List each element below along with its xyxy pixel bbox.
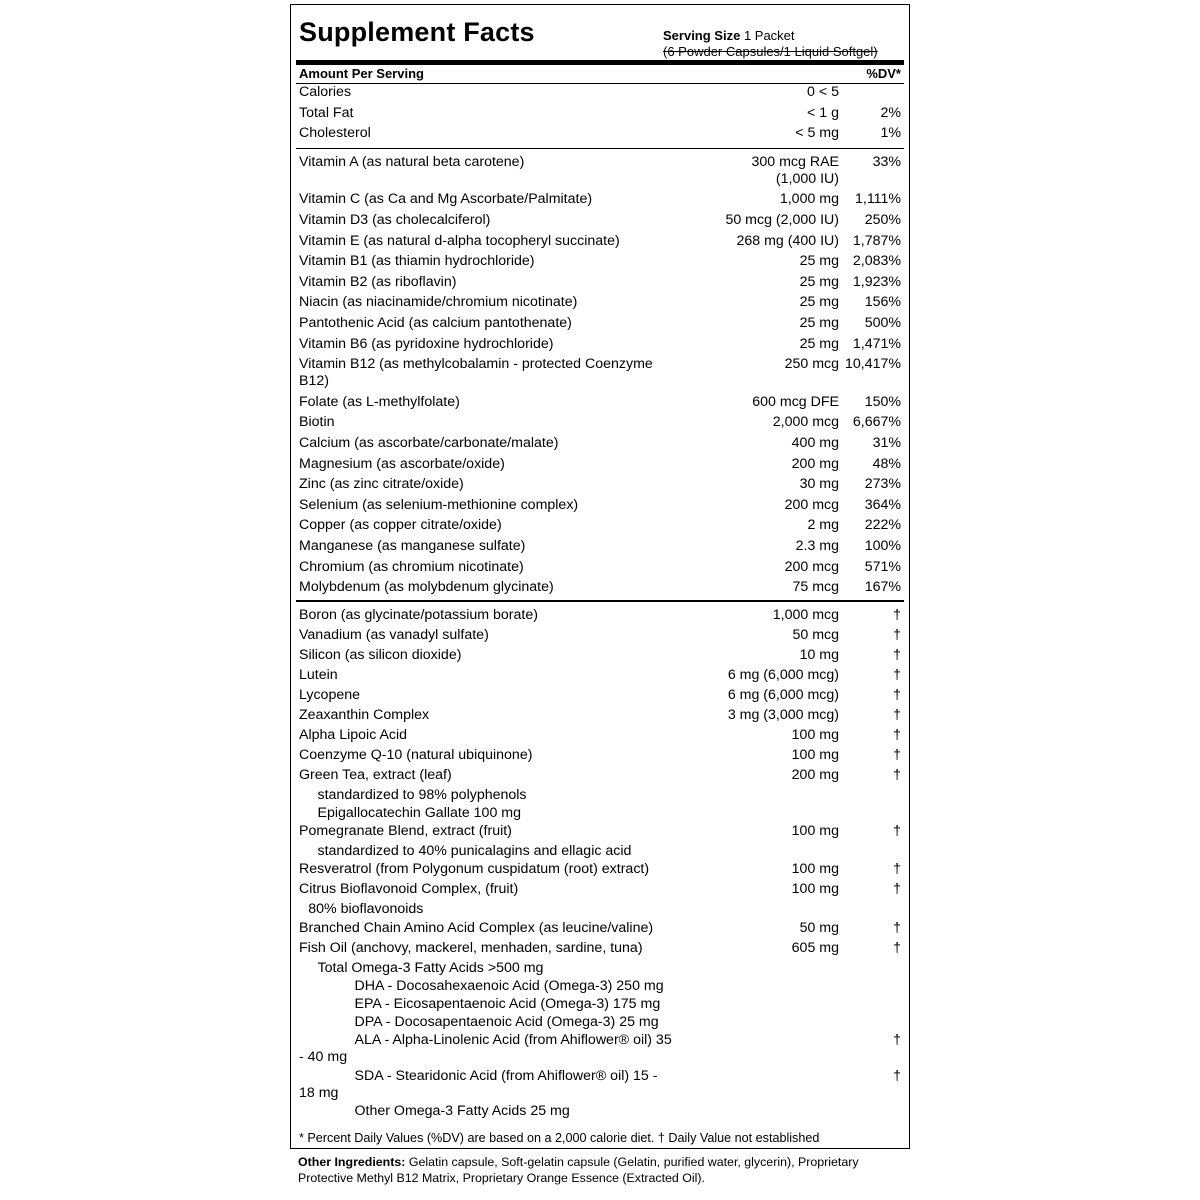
daily-value: 48% xyxy=(872,455,901,472)
nutrient-name: Cholesterol xyxy=(299,125,371,142)
nutrient-name: Magnesium (as ascorbate/oxide) xyxy=(299,455,505,472)
serving-size-value: 1 Packet xyxy=(743,28,795,43)
sub-ingredient-text-cont: 18 mg xyxy=(299,1084,339,1101)
nutrient-name: Coenzyme Q-10 (natural ubiquinone) xyxy=(299,746,533,763)
nutrient-name: Citrus Bioflavonoid Complex, (fruit) xyxy=(299,881,519,898)
nutrient-name: Boron (as glycinate/potassium borate) xyxy=(299,606,538,623)
daily-value: † xyxy=(893,1032,901,1049)
supplement-facts-panel xyxy=(290,4,910,1149)
nutrient-amount: 3 mg (3,000 mcg) xyxy=(727,706,839,723)
thin-rule-1 xyxy=(296,148,904,149)
nutrient-name: Vitamin E (as natural d-alpha tocopheryl succinate) xyxy=(299,232,620,249)
daily-value: 167% xyxy=(864,579,901,596)
nutrient-name: Niacin (as niacinamide/chromium nicotinate) xyxy=(299,294,578,311)
other-ingredients-text: Gelatin capsule, Soft-gelatin capsule (Gelatin, purified water, glycerin), Proprietary Protective Methyl B12 Matrix, Proprietary Orange Essence (Extracted Oil). xyxy=(298,1155,859,1185)
other-ingredients-label: Other Ingredients: xyxy=(298,1155,406,1169)
daily-value: 250% xyxy=(864,212,901,228)
daily-value: † xyxy=(893,746,901,763)
nutrient-name: Vitamin B1 (as thiamin hydrochloride) xyxy=(299,253,535,270)
nutrient-amount: 50 mg xyxy=(799,919,839,936)
nutrient-amount: 100 mg xyxy=(791,746,839,763)
nutrient-name: Green Tea, extract (leaf) xyxy=(299,766,452,783)
daily-value: 1,111% xyxy=(854,191,901,208)
amount-header xyxy=(299,66,901,82)
serving-size-label: Serving Size xyxy=(663,28,741,43)
nutrient-amount: < 5 mg xyxy=(795,125,839,142)
sub-ingredient-text: Epigallocatechin Gallate 100 mg xyxy=(317,805,521,821)
nutrient-name: Resveratrol (from Polygonum cuspidatum (root) extract) xyxy=(299,861,650,878)
nutrient-amount: 100 mg xyxy=(791,881,839,898)
nutrient-amount: 2.3 mg xyxy=(795,538,839,554)
nutrient-amount: 400 mg xyxy=(791,435,839,451)
daily-value: 31% xyxy=(872,435,901,451)
nutrient-name: Pomegranate Blend, extract (fruit) xyxy=(299,823,512,840)
nutrient-amount: 1,000 mcg xyxy=(772,606,839,623)
nutrient-amount: 200 mg xyxy=(791,455,839,472)
nutrient-name: Vitamin C (as Ca and Mg Ascorbate/Palmitate) xyxy=(299,191,593,208)
nutrient-amount: 268 mg (400 IU) xyxy=(736,232,839,249)
nutrient-name: Pantothenic Acid (as calcium pantothenate) xyxy=(299,315,572,331)
sub-ingredient-text: EPA - Eicosapentaenoic Acid (Omega-3) 175 mg xyxy=(354,996,661,1012)
nutrient-name: Biotin xyxy=(299,414,335,431)
daily-value: 273% xyxy=(864,476,901,493)
daily-value: 1% xyxy=(880,125,901,142)
thick-rule-2 xyxy=(296,600,904,602)
sub-ingredient-text: Other Omega-3 Fatty Acids 25 mg xyxy=(354,1102,570,1119)
nutrient-name-cont: B12) xyxy=(299,373,329,390)
nutrient-amount: 25 mg xyxy=(799,273,839,290)
daily-value: † xyxy=(893,726,901,743)
daily-value: † xyxy=(893,1067,901,1084)
nutrient-name: Molybdenum (as molybdenum glycinate) xyxy=(299,579,554,596)
sub-ingredient-text: Total Omega-3 Fatty Acids >500 mg xyxy=(317,959,544,976)
nutrient-name: Lutein xyxy=(299,666,338,683)
daily-value: † xyxy=(893,706,901,723)
sub-ingredient-text: DHA - Docosahexaenoic Acid (Omega-3) 250 mg xyxy=(354,977,664,994)
panel-title: Supplement Facts xyxy=(299,17,535,47)
daily-value: 6,667% xyxy=(852,414,901,431)
sub-ingredient-text: DPA - Docosapentaenoic Acid (Omega-3) 25 mg xyxy=(354,1014,659,1031)
nutrient-amount: 2,000 mcg xyxy=(772,414,839,431)
sub-ingredient-text: SDA - Stearidonic Acid (from Ahiflower® oil) 15 - xyxy=(354,1067,658,1084)
daily-value: 100% xyxy=(864,538,901,554)
serving-size xyxy=(663,28,878,60)
daily-value: † xyxy=(893,881,901,898)
nutrient-amount: 600 mcg DFE xyxy=(752,393,839,410)
nutrient-name: Vitamin A (as natural beta carotene) xyxy=(299,153,525,170)
footnote: * Percent Daily Values (%DV) are based on a 2,000 calorie diet. † Daily Value not established xyxy=(299,1131,820,1145)
daily-value: 1,471% xyxy=(852,335,901,352)
nutrient-amount: 10 mg xyxy=(799,646,839,663)
nutrient-amount: 25 mg xyxy=(799,253,839,270)
daily-value: † xyxy=(893,939,901,956)
nutrient-amount: 25 mg xyxy=(799,294,839,311)
daily-value: † xyxy=(893,646,901,663)
nutrient-name: Zeaxanthin Complex xyxy=(299,706,430,723)
nutrient-amount: 30 mg xyxy=(799,476,839,493)
daily-value: 156% xyxy=(864,294,901,311)
nutrient-name: Calcium (as ascorbate/carbonate/malate) xyxy=(299,435,559,451)
nutrient-name: Chromium (as chromium nicotinate) xyxy=(299,558,524,575)
sub-ingredient-text: standardized to 98% polyphenols xyxy=(317,786,527,803)
nutrient-amount: 605 mg xyxy=(791,939,839,956)
nutrient-name: Branched Chain Amino Acid Complex (as leucine/valine) xyxy=(299,919,654,936)
nutrient-amount: 25 mg xyxy=(799,335,839,352)
daily-value: 33% xyxy=(872,153,901,170)
nutrient-amount: 6 mg (6,000 mcg) xyxy=(727,666,839,683)
nutrient-amount: 100 mg xyxy=(791,726,839,743)
daily-value: 150% xyxy=(864,393,901,410)
daily-value: † xyxy=(893,861,901,878)
daily-value: † xyxy=(893,686,901,703)
serving-size-detail: (6 Powder Capsules/1 Liquid Softgel) xyxy=(663,44,878,59)
nutrient-amount: 2 mg xyxy=(807,517,839,534)
daily-value: † xyxy=(893,919,901,936)
nutrient-name: Folate (as L-methylfolate) xyxy=(299,393,460,410)
nutrient-name: Vitamin D3 (as cholecalciferol) xyxy=(299,212,491,228)
daily-value: 222% xyxy=(864,517,901,534)
nutrient-amount: 50 mcg (2,000 IU) xyxy=(725,212,839,228)
nutrient-amount: 25 mg xyxy=(799,315,839,331)
sub-ingredient-text: standardized to 40% punicalagins and ellagic acid xyxy=(317,843,632,860)
nutrient-amount: 200 mcg xyxy=(784,558,839,575)
nutrient-name: Copper (as copper citrate/oxide) xyxy=(299,517,502,534)
daily-value: 2,083% xyxy=(852,253,901,270)
nutrient-name: Total Fat xyxy=(299,104,354,121)
nutrient-name: Selenium (as selenium-methionine complex) xyxy=(299,496,579,513)
nutrient-amount: 200 mcg xyxy=(784,496,839,513)
nutrient-name: Fish Oil (anchovy, mackerel, menhaden, sardine, tuna) xyxy=(299,939,643,956)
nutrient-name: Vitamin B6 (as pyridoxine hydrochloride) xyxy=(299,335,554,352)
dv-label: %DV* xyxy=(866,66,901,81)
nutrient-name: Vitamin B2 (as riboflavin) xyxy=(299,273,457,290)
nutrient-name: Calories xyxy=(299,84,352,100)
daily-value: 10,417% xyxy=(844,356,901,373)
nutrient-amount: 0 < 5 xyxy=(807,84,839,100)
nutrient-amount: 6 mg (6,000 mcg) xyxy=(727,686,839,703)
other-ingredients xyxy=(298,1154,898,1186)
nutrient-amount: 100 mg xyxy=(791,823,839,840)
nutrient-name: Zinc (as zinc citrate/oxide) xyxy=(299,476,464,493)
nutrient-amount: < 1 g xyxy=(807,104,839,121)
nutrient-name: Alpha Lipoic Acid xyxy=(299,726,408,743)
sub-ingredient-text: ALA - Alpha-Linolenic Acid (from Ahiflower® oil) 35 xyxy=(354,1032,672,1049)
daily-value: 364% xyxy=(864,496,901,513)
nutrient-amount: 75 mcg xyxy=(792,579,839,596)
nutrient-name: Manganese (as manganese sulfate) xyxy=(299,538,526,554)
nutrient-amount: 250 mcg xyxy=(784,356,839,373)
nutrient-name: Vanadium (as vanadyl sulfate) xyxy=(299,626,489,643)
daily-value: 500% xyxy=(864,315,901,331)
nutrient-amount: 1,000 mg xyxy=(779,191,839,208)
nutrient-amount: 300 mcg RAE xyxy=(751,153,839,170)
daily-value: † xyxy=(893,823,901,840)
nutrient-amount: 50 mcg xyxy=(792,626,839,643)
daily-value: † xyxy=(893,626,901,643)
sub-ingredient-text-cont: - 40 mg xyxy=(299,1049,348,1066)
daily-value: † xyxy=(893,606,901,623)
daily-value: 2% xyxy=(880,104,901,121)
daily-value: † xyxy=(893,766,901,783)
nutrient-amount: 200 mg xyxy=(791,766,839,783)
daily-value: 1,787% xyxy=(852,232,901,249)
amount-per-serving-label: Amount Per Serving xyxy=(299,66,424,81)
nutrient-amount: 100 mg xyxy=(791,861,839,878)
thick-rule-top xyxy=(296,60,904,65)
daily-value: † xyxy=(893,666,901,683)
daily-value: 571% xyxy=(864,558,901,575)
daily-value: 1,923% xyxy=(852,273,901,290)
nutrient-name: Lycopene xyxy=(299,686,361,703)
nutrient-name: Silicon (as silicon dioxide) xyxy=(299,646,462,663)
nutrient-amount-cont: (1,000 IU) xyxy=(775,170,839,187)
nutrient-name: Vitamin B12 (as methylcobalamin - protected Coenzyme xyxy=(299,356,653,373)
sub-ingredient-text: 80% bioflavonoids xyxy=(308,901,424,918)
